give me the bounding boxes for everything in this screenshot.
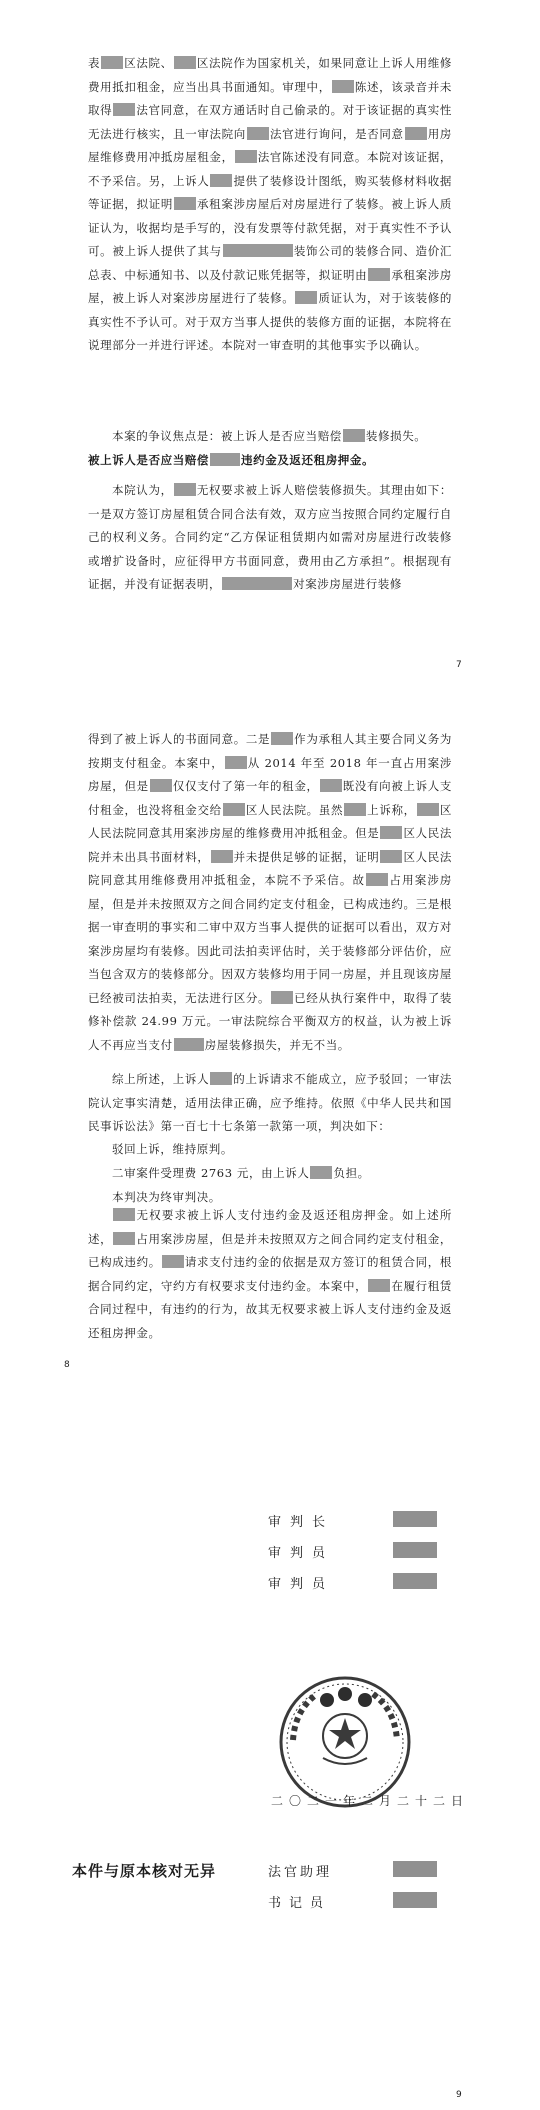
text-run: 得到了被上诉人的书面同意。二是 [88, 732, 271, 746]
paragraph-rent-obligation [88, 728, 452, 1057]
redaction-block [113, 103, 135, 116]
text-run: 对案涉房屋进行装修 [293, 577, 403, 591]
redaction-block [332, 80, 354, 93]
redaction-block [380, 826, 402, 839]
text-run: 被上诉人是否应当赔偿 [88, 453, 209, 467]
redacted-name [393, 1861, 437, 1877]
judgment-date: 二〇二一年二月二十二日 [271, 1794, 470, 1808]
redaction-block [223, 244, 293, 257]
text-run: 综上所述，上诉人 [112, 1072, 210, 1086]
redaction-block [271, 991, 293, 1004]
text-run: 区人民法院并未出具书面材料， [88, 826, 452, 864]
text-run: 的上诉请求不能成立，应予驳回；一审法院认定事实清楚，适用法律正确，应予维持。依照《中华人民共和国民事诉讼法》第一百七十七条第一款第一项，判决如下： [88, 1072, 452, 1133]
redaction-block [343, 429, 365, 442]
page-number: 7 [456, 660, 462, 670]
redaction-block [210, 453, 240, 466]
paragraph-dispute-focus [88, 425, 452, 449]
signature-row-chief-judge [268, 1509, 488, 1531]
text-run: 装饰公司的装修合同、造价汇总表、中标通知书、以及付款记账凭据等，拟证明由 [88, 244, 452, 282]
redaction-block [174, 483, 196, 496]
text-run: 房屋装修损失，并无不当。 [204, 1037, 350, 1052]
text-run: 无权要求被上诉人赔偿装修损失。其理由如下：一是双方签订房屋租赁合同合法有效，双方应当按照合同约定履行自己的权利义务。合同约定“乙方保证租赁期内如需对房屋进行改装修或增扩设备时，应征得甲方书面同意，费用由乙方承担”。根据现有证据，并没有证据表明， [88, 483, 453, 591]
text-run: 区法院、 [124, 56, 173, 70]
text-run: 请求支付违约金的依据是双方签订的租赁合同，根据合同约定，守约方有权要求支付违约金。本案中， [88, 1255, 452, 1293]
redaction-block [211, 850, 233, 863]
text-run: 法官进行询问，是否同意 [269, 126, 404, 141]
redaction-block [150, 779, 172, 792]
text-run: 区人民法院同意其用案涉房屋的维修费用冲抵租金。但是 [88, 802, 452, 840]
signature-label: 书记员 [268, 1896, 332, 1911]
page-number: 8 [64, 1360, 70, 1370]
redacted-name [393, 1892, 437, 1908]
signature-label: 审判长 [268, 1515, 335, 1530]
judgment-page-9 [0, 1030, 540, 2110]
text-run: 法官陈述没有同意。本院对该证据，不予采信。另，上诉人 [88, 150, 452, 188]
signature-row-judge-1 [268, 1540, 488, 1562]
redaction-block [223, 803, 245, 816]
text-run: 违约金及返还租房押金。 [241, 453, 375, 467]
redaction-block [380, 850, 402, 863]
text-run: 本院认为， [112, 483, 173, 497]
text-run: 已经从执行案件中，取得了装修补偿款 24.99 万元。一审法院综合平衡双方的权益，认为被上诉人不再应当支付 [88, 990, 452, 1052]
text-run: 占用案涉房屋，但是并未按照双方之间合同约定支付租金，已构成违约。 [88, 1231, 452, 1269]
text-run: 装修损失。 [365, 429, 427, 443]
text-run: 无权要求被上诉人支付违约金及返还租房押金。如上述所述， [88, 1208, 452, 1246]
text-run: 法官同意，在双方通话时自己偷录的。对于该证据的真实性无法进行核实，且一审法院向 [88, 103, 452, 141]
text-run: 区法院作为国家机关，如果同意让上诉人用维修费用抵扣租金，应当出具书面通知。审理中， [88, 56, 452, 94]
text-run: 负担。 [333, 1166, 370, 1180]
redaction-block [405, 127, 427, 140]
text-run: 承租案涉房屋，被上诉人对案涉房屋进行了装修。 [88, 267, 452, 305]
judgment-page-7 [0, 0, 540, 700]
signature-row-clerk [268, 1890, 488, 1912]
signature-label: 审判员 [268, 1546, 335, 1561]
text-run: 仅仅支付了第一年的租金， [172, 779, 319, 793]
redaction-block [417, 803, 439, 816]
paragraph-dispute-focus-2 [88, 449, 452, 473]
text-run: 并未提供足够的证据，证明 [233, 849, 380, 864]
paragraph-conclusion [88, 1068, 452, 1139]
redaction-block [210, 1072, 232, 1085]
signature-label: 审判员 [268, 1577, 335, 1592]
redaction-block [235, 150, 257, 163]
redaction-block [271, 732, 293, 745]
redaction-block [101, 56, 123, 69]
text-run: 质证认为，对于该装修的真实性不予认可。对于双方当事人提供的装修方面的证据，本院将在说理部分一并进行评述。本院对一审查明的其他事实予以确认。 [88, 291, 452, 352]
signature-row-judge-2 [268, 1571, 488, 1593]
page-number: 9 [456, 2090, 462, 2100]
redacted-name [393, 1573, 437, 1589]
text-run: 表 [88, 56, 101, 70]
redaction-block [368, 268, 390, 281]
paragraph-ruling: 驳回上诉，维持原判。 [112, 1142, 233, 1156]
redacted-name [393, 1511, 437, 1527]
text-run: 作为承租人其主要合同义务为按期支付租金。本案中， [88, 732, 452, 770]
paragraph-fee [88, 1162, 452, 1186]
paragraph-final: 本判决为终审判决。 [112, 1190, 221, 1204]
redaction-block [174, 197, 196, 210]
text-run: 陈述，该录音并未取得 [88, 79, 452, 117]
redaction-block [320, 779, 342, 792]
signature-label: 法官助理 [268, 1865, 333, 1880]
redaction-block [210, 174, 232, 187]
paragraph-evidence-review [88, 52, 452, 358]
redaction-block [344, 803, 366, 816]
certified-copy-note: 本件与原本核对无异 [72, 1862, 217, 1880]
text-run: 上诉称， [367, 802, 416, 817]
redaction-block [222, 577, 292, 590]
text-run: 既没有向被上诉人支付租金，也没将租金交给 [88, 779, 453, 817]
redaction-block [366, 873, 388, 886]
text-run: 从 2014 年至 2018 年一直占用案涉房屋，但是 [88, 755, 452, 793]
text-run: 占用案涉房屋，但是并未按照双方之间合同约定支付租金，已构成违约。三是根据一审查明的事实和二审中双方当事人提供的证据可以看出，双方对案涉房屋均有装修。因此司法拍卖评估时，关于装修部分评估价，应当包含双方的装修部分。因双方装修均用于同一房屋，并且现该房屋已经被司法拍卖，无法进行区分。 [88, 873, 453, 1005]
text-run: 在履行租赁合同过程中，有违约的行为，故其无权要求被上诉人支付违约金及返还租房押金。 [88, 1278, 452, 1340]
redaction-block [225, 756, 247, 769]
redacted-name [393, 1542, 437, 1558]
text-run: 二审案件受理费 2763 元，由上诉人 [112, 1166, 310, 1180]
text-run: 用房屋维修费用冲抵房屋租金， [88, 126, 452, 164]
text-run: 提供了装修设计图纸，购买装修材料收据等证据，拟证明 [88, 173, 452, 211]
redaction-block [247, 127, 269, 140]
text-run: 区人民法院同意其用维修费用冲抵租金，本院不予采信。故 [88, 849, 452, 887]
text-run: 承租案涉房屋后对房屋进行了装修。被上诉人质证认为，收据均是手写的，没有发票等付款凭据，对于真实性不予认可。被上诉人提供了其与 [88, 197, 452, 258]
text-run: 本案的争议焦点是：被上诉人是否应当赔偿 [112, 429, 342, 443]
paragraph-court-opinion [88, 479, 452, 597]
redaction-block [295, 291, 317, 304]
redaction-block [174, 56, 196, 69]
signature-row-assistant [268, 1859, 488, 1881]
redaction-block [310, 1166, 332, 1179]
text-run: 区人民法院。虽然 [245, 802, 344, 817]
